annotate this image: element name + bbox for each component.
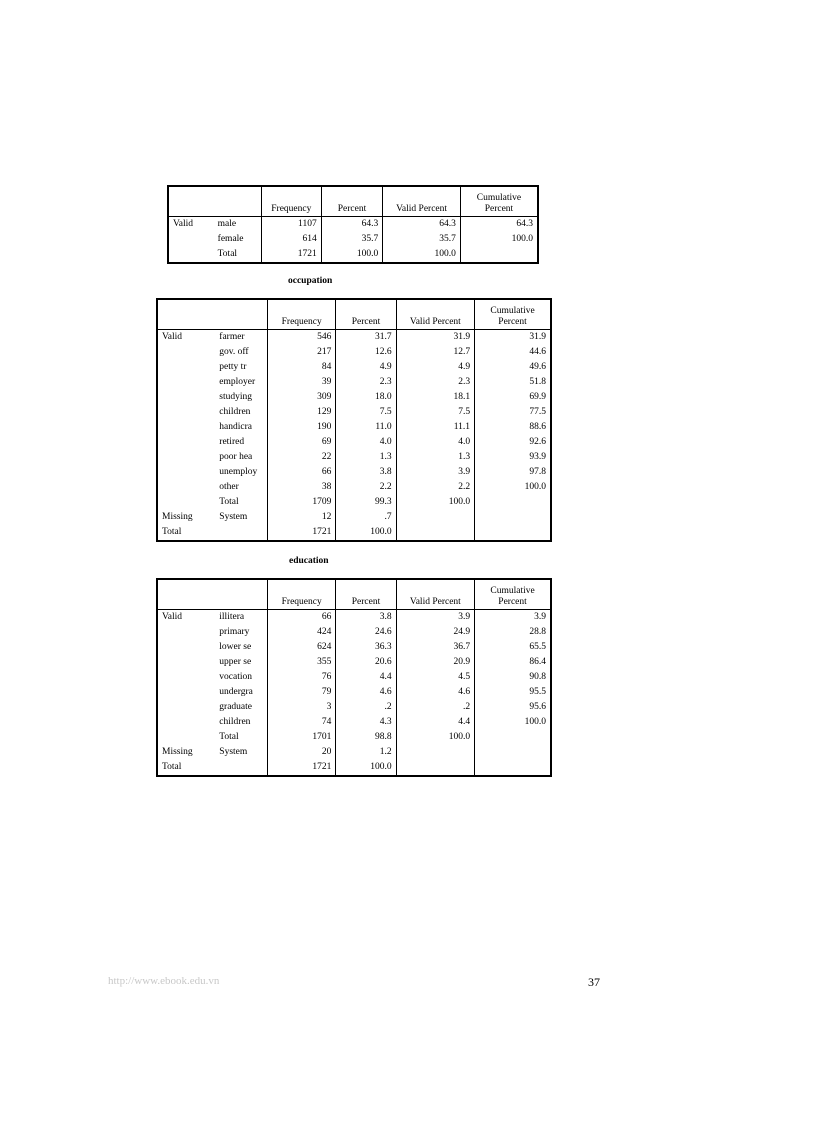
frequency-cell: 38 [268,480,336,495]
percent-cell: 20.6 [336,655,396,670]
cumulative-percent-cell: 65.5 [475,640,551,655]
percent-cell: 12.6 [336,345,396,360]
cumulative-percent-cell: 51.8 [475,375,551,390]
table-row [157,435,551,450]
percent-cell: 2.3 [336,375,396,390]
row-category-label: vocation [219,671,252,682]
frequency-cell: 614 [261,232,321,247]
frequency-cell: 76 [268,670,336,685]
percent-cell: 100.0 [336,760,396,776]
occupation-frequency-table [156,298,552,542]
gender-frequency-table [167,185,539,264]
row-category-label: illitera [219,611,245,622]
table-row [157,510,551,525]
row-group-label [157,480,215,495]
row-group-label [157,715,215,730]
header-cumulative-percent: Cumulative Percent [475,299,551,329]
frequency-cell: 39 [268,375,336,390]
valid-percent-cell: 35.7 [383,232,461,247]
valid-percent-cell: 3.9 [396,465,474,480]
frequency-cell: 84 [268,360,336,375]
education-frequency-table [156,578,552,777]
valid-percent-cell: 20.9 [396,655,474,670]
frequency-cell: 190 [268,420,336,435]
row-category-label [215,525,267,541]
row-category-label: undergra [219,686,253,697]
cumulative-percent-cell: 64.3 [460,216,538,232]
header-valid-percent: Valid Percent [396,579,474,609]
percent-cell: 7.5 [336,405,396,420]
row-group-label [157,625,215,640]
row-category-label: upper se [219,656,252,667]
cumulative-percent-cell: 77.5 [475,405,551,420]
frequency-cell: 12 [268,510,336,525]
row-category-label: poor hea [219,451,253,462]
table-row [157,495,551,510]
row-category-label: male [217,218,237,229]
row-group-label [157,345,215,360]
table-row [157,609,551,625]
frequency-cell: 20 [268,745,336,760]
cumulative-percent-cell: 100.0 [460,232,538,247]
row-category-label [215,760,267,776]
row-category-label: employer [219,376,256,387]
percent-cell: 4.0 [336,435,396,450]
row-category-label: Total [219,496,239,507]
frequency-cell: 79 [268,685,336,700]
row-group-label [168,232,214,247]
row-category-label: System [219,746,248,757]
cumulative-percent-cell: 95.6 [475,700,551,715]
row-category-label: female [217,233,244,244]
frequency-cell: 66 [268,609,336,625]
table-row [157,730,551,745]
percent-cell: 2.2 [336,480,396,495]
cumulative-percent-cell: 44.6 [475,345,551,360]
cumulative-percent-cell: 49.6 [475,360,551,375]
row-category-label: farmer [219,331,245,342]
cumulative-percent-cell [475,525,551,541]
percent-cell: 3.8 [336,465,396,480]
valid-percent-cell [396,510,474,525]
row-category-label: retired [219,436,245,447]
frequency-cell: 1721 [268,760,336,776]
row-group-label [168,247,214,263]
header-valid-percent: Valid Percent [383,186,461,216]
valid-percent-cell: 4.5 [396,670,474,685]
valid-percent-cell: 4.0 [396,435,474,450]
frequency-cell: 1107 [261,216,321,232]
valid-percent-cell: 11.1 [396,420,474,435]
valid-percent-cell: 4.6 [396,685,474,700]
table-row [157,450,551,465]
row-category-label: Total [219,731,239,742]
cumulative-percent-cell: 31.9 [475,329,551,345]
row-category-label: Total [217,248,238,259]
frequency-cell: 546 [268,329,336,345]
row-category-label: System [219,511,248,522]
row-category-label: studying [219,391,253,402]
row-category-label: children [219,406,251,417]
row-group-label: Valid [173,218,194,229]
table-row [157,465,551,480]
frequency-cell: 624 [268,640,336,655]
frequency-cell: 66 [268,465,336,480]
valid-percent-cell: 18.1 [396,390,474,405]
row-category-label: children [219,716,251,727]
frequency-cell: 1701 [268,730,336,745]
header-cumulative-percent: Cumulative Percent [475,579,551,609]
row-group-label: Total [162,761,182,772]
footer-url[interactable]: http://www.ebook.edu.vn [108,975,220,987]
percent-cell: 3.8 [336,609,396,625]
cumulative-percent-cell: 28.8 [475,625,551,640]
table-row [157,655,551,670]
cumulative-percent-cell [460,247,538,263]
cumulative-percent-cell: 100.0 [475,715,551,730]
table-row [168,216,538,232]
valid-percent-cell: 36.7 [396,640,474,655]
cumulative-percent-cell [475,510,551,525]
valid-percent-cell: 1.3 [396,450,474,465]
table-row [157,640,551,655]
table-row [157,405,551,420]
row-category-label: lower se [219,641,252,652]
row-group-label [157,670,215,685]
valid-percent-cell: 100.0 [383,247,461,263]
frequency-cell: 309 [268,390,336,405]
row-category-label: gov. off [219,346,249,357]
percent-cell: 24.6 [336,625,396,640]
cumulative-percent-cell [475,495,551,510]
table-row [157,375,551,390]
header-percent: Percent [321,186,383,216]
frequency-cell: 424 [268,625,336,640]
percent-cell: 4.6 [336,685,396,700]
header-frequency: Frequency [268,299,336,329]
table-row [157,700,551,715]
row-group-label [157,420,215,435]
row-category-label: unemploy [219,466,258,477]
valid-percent-cell: .2 [396,700,474,715]
percent-cell: 36.3 [336,640,396,655]
cumulative-percent-cell [475,760,551,776]
percent-cell: 31.7 [336,329,396,345]
valid-percent-cell [396,760,474,776]
header-percent: Percent [336,299,396,329]
frequency-cell: 1709 [268,495,336,510]
valid-percent-cell: 2.3 [396,375,474,390]
row-group-label [157,495,215,510]
percent-cell: 1.2 [336,745,396,760]
row-group-label [157,375,215,390]
row-group-label [157,730,215,745]
row-group-label: Missing [162,746,193,757]
valid-percent-cell: 12.7 [396,345,474,360]
row-group-label [157,405,215,420]
table-row [157,760,551,776]
valid-percent-cell: 4.4 [396,715,474,730]
cumulative-percent-cell: 97.8 [475,465,551,480]
percent-cell: 4.4 [336,670,396,685]
page-number: 37 [588,975,600,989]
header-frequency: Frequency [261,186,321,216]
header-cumulative-percent: Cumulative Percent [460,186,538,216]
valid-percent-cell: 24.9 [396,625,474,640]
header-stub [168,186,261,216]
valid-percent-cell: 7.5 [396,405,474,420]
percent-cell: 18.0 [336,390,396,405]
cumulative-percent-cell [475,745,551,760]
row-group-label [157,360,215,375]
row-group-label [157,465,215,480]
cumulative-percent-cell: 3.9 [475,609,551,625]
percent-cell: 98.8 [336,730,396,745]
valid-percent-cell: 100.0 [396,730,474,745]
table-row [157,685,551,700]
table-row [157,670,551,685]
percent-cell: 4.9 [336,360,396,375]
header-frequency: Frequency [268,579,336,609]
header-stub [157,579,268,609]
cumulative-percent-cell: 88.6 [475,420,551,435]
valid-percent-cell: 64.3 [383,216,461,232]
percent-cell: 100.0 [336,525,396,541]
valid-percent-cell: 2.2 [396,480,474,495]
valid-percent-cell: 100.0 [396,495,474,510]
percent-cell: 100.0 [321,247,383,263]
table-row [168,247,538,263]
header-valid-percent: Valid Percent [396,299,474,329]
percent-cell: 4.3 [336,715,396,730]
table-row [157,390,551,405]
valid-percent-cell: 4.9 [396,360,474,375]
header-stub [157,299,268,329]
frequency-cell: 69 [268,435,336,450]
row-group-label: Valid [162,331,183,342]
row-category-label: handicra [219,421,252,432]
row-group-label [157,655,215,670]
row-group-label [157,435,215,450]
frequency-cell: 1721 [261,247,321,263]
cumulative-percent-cell [475,730,551,745]
cumulative-percent-cell: 90.8 [475,670,551,685]
frequency-cell: 129 [268,405,336,420]
valid-percent-cell [396,745,474,760]
percent-cell: .2 [336,700,396,715]
table-row [157,360,551,375]
percent-cell: 1.3 [336,450,396,465]
table-row [157,480,551,495]
row-group-label: Missing [162,511,193,522]
occupation-table-title: occupation [288,276,333,286]
percent-cell: 11.0 [336,420,396,435]
table-row [157,525,551,541]
valid-percent-cell [396,525,474,541]
table-row [157,715,551,730]
cumulative-percent-cell: 100.0 [475,480,551,495]
row-category-label: petty tr [219,361,247,372]
row-category-label: graduate [219,701,252,712]
table-row [157,420,551,435]
percent-cell: 35.7 [321,232,383,247]
table-row [157,625,551,640]
cumulative-percent-cell: 92.6 [475,435,551,450]
table-row [157,745,551,760]
frequency-cell: 1721 [268,525,336,541]
row-category-label: other [219,481,239,492]
row-group-label [157,700,215,715]
cumulative-percent-cell: 69.9 [475,390,551,405]
table-row [157,329,551,345]
frequency-cell: 217 [268,345,336,360]
cumulative-percent-cell: 95.5 [475,685,551,700]
percent-cell: .7 [336,510,396,525]
cumulative-percent-cell: 86.4 [475,655,551,670]
header-percent: Percent [336,579,396,609]
cumulative-percent-cell: 93.9 [475,450,551,465]
row-group-label: Valid [162,611,183,622]
row-group-label [157,390,215,405]
row-group-label [157,450,215,465]
percent-cell: 99.3 [336,495,396,510]
row-group-label: Total [162,526,182,537]
frequency-cell: 22 [268,450,336,465]
frequency-cell: 3 [268,700,336,715]
frequency-cell: 74 [268,715,336,730]
education-table-title: education [289,556,329,566]
table-row [168,232,538,247]
row-group-label [157,685,215,700]
percent-cell: 64.3 [321,216,383,232]
table-row [157,345,551,360]
frequency-cell: 355 [268,655,336,670]
row-group-label [157,640,215,655]
valid-percent-cell: 31.9 [396,329,474,345]
valid-percent-cell: 3.9 [396,609,474,625]
row-category-label: primary [219,626,250,637]
